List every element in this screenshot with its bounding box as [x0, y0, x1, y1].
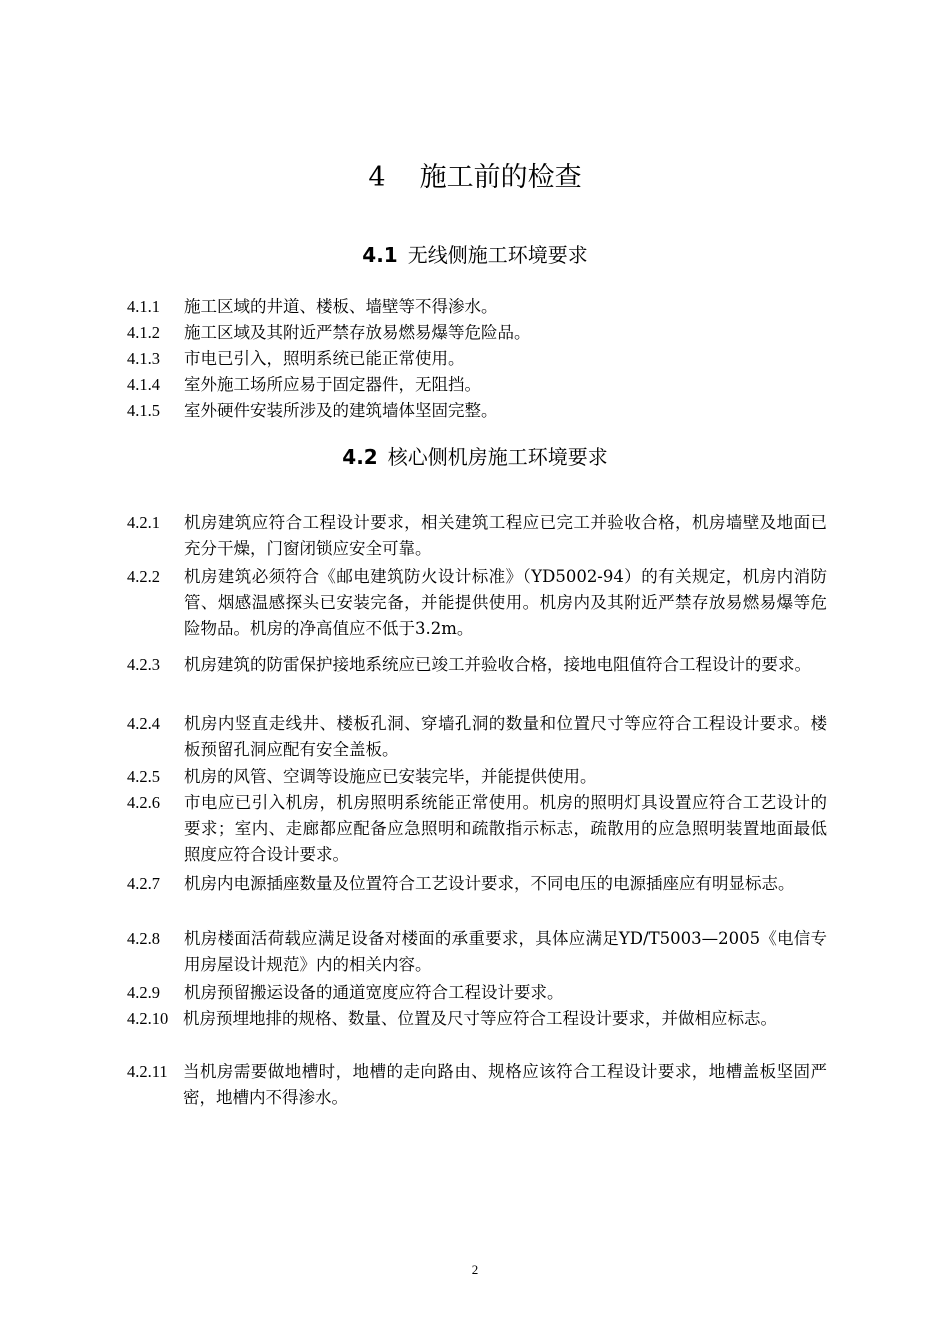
item-text: 机房内电源插座数量及位置符合工艺设计要求，不同电压的电源插座应有明显标志。: [184, 874, 795, 893]
list-item-4-2-10: [127, 1006, 827, 1032]
item-text: 机房楼面活荷载应满足设备对楼面的承重要求，具体应满足YD/T5003—2005《电信专用房屋设计规范》内的相关内容。: [184, 929, 827, 974]
item-text: 机房建筑应符合工程设计要求，相关建筑工程应已完工并验收合格，机房墙壁及地面已充分干燥，门窗闭锁应安全可靠。: [184, 513, 827, 558]
item-number: 4.2.8: [127, 929, 160, 948]
section-title-text: 核心侧机房施工环境要求: [387, 445, 608, 469]
item-number: 4.2.7: [127, 874, 160, 893]
list-item-4-2-11: [127, 1059, 827, 1111]
item-text: 机房内竖直走线井、楼板孔洞、穿墙孔洞的数量和位置尺寸等应符合工程设计要求。楼板预留孔洞应配有安全盖板。: [184, 714, 827, 759]
item-number: 4.1.1: [127, 297, 160, 316]
list-item-4-1-2: [127, 320, 827, 346]
list-item-4-2-2: [127, 564, 827, 642]
item-text: 室外施工场所应易于固定器件，无阻挡。: [184, 375, 481, 394]
item-text: 施工区域及其附近严禁存放易燃易爆等危险品。: [184, 323, 531, 342]
list-item-4-2-8: [127, 926, 827, 978]
item-number: 4.1.2: [127, 323, 160, 342]
item-text: 机房预留搬运设备的通道宽度应符合工程设计要求。: [184, 983, 564, 1002]
item-number: 4.1.4: [127, 375, 160, 394]
list-item-4-2-9: [127, 980, 827, 1006]
item-text: 当机房需要做地槽时，地槽的走向路由、规格应该符合工程设计要求，地槽盖板坚固严密，地槽内不得渗水。: [183, 1062, 827, 1107]
section-title-4-2: [0, 442, 950, 472]
item-number: 4.2.4: [127, 714, 160, 733]
list-item-4-1-5: [127, 398, 827, 424]
section-number: 4.1: [362, 243, 398, 267]
item-text: 施工区域的井道、楼板、墙壁等不得渗水。: [184, 297, 498, 316]
chapter-title: [0, 158, 950, 198]
item-text: 机房建筑的防雷保护接地系统应已竣工并验收合格，接地电阻值符合工程设计的要求。: [184, 655, 811, 674]
section-title-text: 无线侧施工环境要求: [407, 243, 588, 267]
item-text: 机房预埋地排的规格、数量、位置及尺寸等应符合工程设计要求，并做相应标志。: [183, 1009, 777, 1028]
section-title-4-1: [0, 240, 950, 270]
chapter-title-text: 施工前的检查: [419, 162, 582, 193]
item-text: 机房的风管、空调等设施应已安装完毕，并能提供使用。: [184, 767, 597, 786]
item-text: 市电应已引入机房，机房照明系统能正常使用。机房的照明灯具设置应符合工艺设计的要求；室内、走廊都应配备应急照明和疏散指示标志，疏散用的应急照明装置地面最低照度应符合设计要求。: [184, 793, 827, 864]
item-number: 4.2.9: [127, 983, 160, 1002]
chapter-number: 4: [368, 162, 386, 193]
item-number: 4.2.3: [127, 655, 160, 674]
list-item-4-2-4: [127, 711, 827, 763]
list-item-4-1-4: [127, 372, 827, 398]
item-number: 4.1.3: [127, 349, 160, 368]
list-item-4-1-1: [127, 294, 827, 320]
item-number: 4.2.1: [127, 513, 160, 532]
item-number: 4.2.6: [127, 793, 160, 812]
item-number: 4.2.11: [127, 1062, 168, 1081]
page-number: 2: [471, 1262, 479, 1277]
list-item-4-2-6: [127, 790, 827, 868]
list-item-4-1-3: [127, 346, 827, 372]
list-item-4-2-1: [127, 510, 827, 562]
list-item-4-2-7: [127, 871, 827, 897]
section-number: 4.2: [342, 445, 378, 469]
item-number: 4.2.2: [127, 567, 160, 586]
item-text: 机房建筑必须符合《邮电建筑防火设计标准》（YD5002-94）的有关规定，机房内消防管、烟感温感探头已安装完备，并能提供使用。机房内及其附近严禁存放易燃易爆等危险物品。机房的净高值应不低于3.2m。: [184, 567, 827, 638]
item-number: 4.1.5: [127, 401, 160, 420]
list-item-4-2-3: [127, 650, 827, 680]
item-number: 4.2.5: [127, 767, 160, 786]
item-number: 4.2.10: [127, 1009, 169, 1028]
item-text: 市电已引入，照明系统已能正常使用。: [184, 349, 465, 368]
list-item-4-2-5: [127, 764, 827, 790]
item-text: 室外硬件安装所涉及的建筑墙体坚固完整。: [184, 401, 498, 420]
